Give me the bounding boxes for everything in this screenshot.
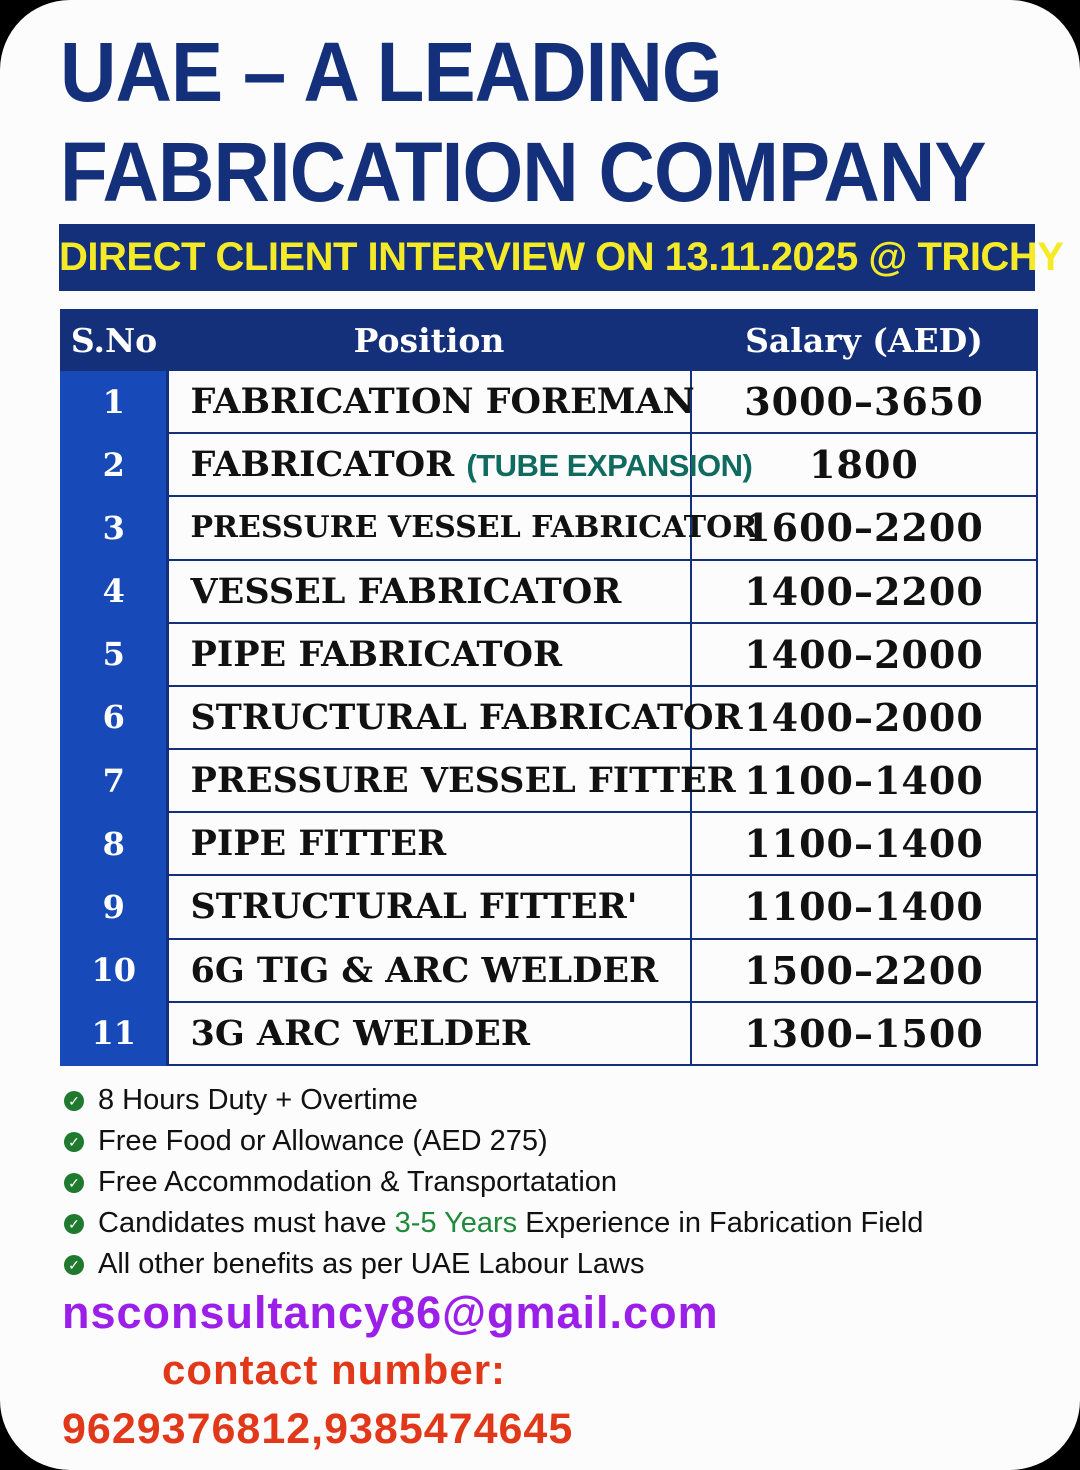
table-header-row <box>61 310 1037 370</box>
row-position: PRESSURE VESSEL FABRICATOR <box>167 496 691 559</box>
row-sno: 11 <box>61 1002 167 1065</box>
row-position: STRUCTURAL FABRICATOR <box>167 686 691 749</box>
list-item <box>62 1121 1062 1162</box>
benefit-text-start: Candidates must have <box>98 1207 395 1239</box>
benefit-text-end: Experience in Fabrication Field <box>517 1207 924 1239</box>
row-salary: 1600–2200 <box>691 496 1037 559</box>
row-salary: 1100–1400 <box>691 749 1037 812</box>
row-sno: 8 <box>61 812 167 875</box>
benefit-text <box>98 1203 923 1244</box>
row-position: 3G ARC WELDER <box>167 1002 691 1065</box>
table-row <box>61 939 1037 1002</box>
table-row <box>61 370 1037 433</box>
row-position: FABRICATOR <box>190 444 455 486</box>
check-circle-icon: ✓ <box>64 1091 84 1111</box>
title-line-1: UAE – A LEADING <box>60 25 722 119</box>
table-row <box>61 686 1037 749</box>
table-row <box>61 433 1037 496</box>
row-sno: 5 <box>61 623 167 686</box>
page-title <box>60 22 990 222</box>
column-header-position: Position <box>167 310 691 370</box>
benefit-text: Free Food or Allowance (AED 275) <box>98 1125 548 1157</box>
row-salary: 1100–1400 <box>691 875 1037 938</box>
row-salary: 1400–2000 <box>691 686 1037 749</box>
row-sno: 4 <box>61 560 167 623</box>
title-line-2: FABRICATION COMPANY <box>60 125 986 219</box>
experience-highlight: 3-5 Years <box>394 1207 518 1239</box>
list-item <box>62 1080 1062 1121</box>
table-row <box>61 1002 1037 1065</box>
interview-banner: DIRECT CLIENT INTERVIEW ON 13.11.2025 @ TRICHY <box>59 224 1035 291</box>
contact-number-label: contact number: <box>162 1346 507 1393</box>
row-position: PRESSURE VESSEL FITTER <box>167 749 691 812</box>
row-salary: 1800 <box>691 433 1037 496</box>
column-header-sno: S.No <box>61 310 167 370</box>
row-position: PIPE FABRICATOR <box>167 623 691 686</box>
benefit-text: Free Accommodation & Transportatation <box>98 1166 618 1198</box>
row-position: FABRICATION FOREMAN <box>167 370 691 433</box>
list-item <box>62 1244 1062 1285</box>
table-row <box>61 560 1037 623</box>
row-salary: 3000–3650 <box>691 370 1037 433</box>
row-sno: 2 <box>61 433 167 496</box>
row-sno: 6 <box>61 686 167 749</box>
table-row <box>61 623 1037 686</box>
list-item <box>62 1203 1062 1244</box>
table-row <box>61 812 1037 875</box>
benefit-text: 8 Hours Duty + Overtime <box>98 1084 418 1116</box>
row-salary: 1400–2000 <box>691 623 1037 686</box>
benefits-list <box>62 1080 1062 1285</box>
contact-email[interactable]: nsconsultancy86@gmail.com <box>62 1287 719 1338</box>
row-position: PIPE FITTER <box>167 812 691 875</box>
row-position-note: (TUBE EXPANSION) <box>466 448 753 484</box>
check-circle-icon: ✓ <box>64 1255 84 1275</box>
row-position: 6G TIG & ARC WELDER <box>167 939 691 1002</box>
row-sno: 1 <box>61 370 167 433</box>
benefit-text: All other benefits as per UAE Labour Laws <box>98 1248 645 1280</box>
table-row <box>61 875 1037 938</box>
row-position: STRUCTURAL FITTER' <box>167 875 691 938</box>
row-sno: 9 <box>61 875 167 938</box>
row-position-cell <box>167 433 753 496</box>
column-header-salary: Salary (AED) <box>691 310 1037 370</box>
row-sno: 3 <box>61 496 167 559</box>
table-row <box>61 749 1037 812</box>
row-salary: 1300–1500 <box>691 1002 1037 1065</box>
check-circle-icon: ✓ <box>64 1173 84 1193</box>
row-salary: 1100–1400 <box>691 812 1037 875</box>
table-row <box>61 496 1037 559</box>
check-circle-icon: ✓ <box>64 1214 84 1234</box>
contact-phone-numbers[interactable]: 9629376812,9385474645 <box>62 1405 574 1453</box>
row-sno: 10 <box>61 939 167 1002</box>
check-circle-icon: ✓ <box>64 1132 84 1152</box>
row-salary: 1500–2200 <box>691 939 1037 1002</box>
positions-table <box>60 309 1038 1066</box>
row-position: VESSEL FABRICATOR <box>167 560 691 623</box>
list-item <box>62 1162 1062 1203</box>
row-salary: 1400–2200 <box>691 560 1037 623</box>
row-sno: 7 <box>61 749 167 812</box>
